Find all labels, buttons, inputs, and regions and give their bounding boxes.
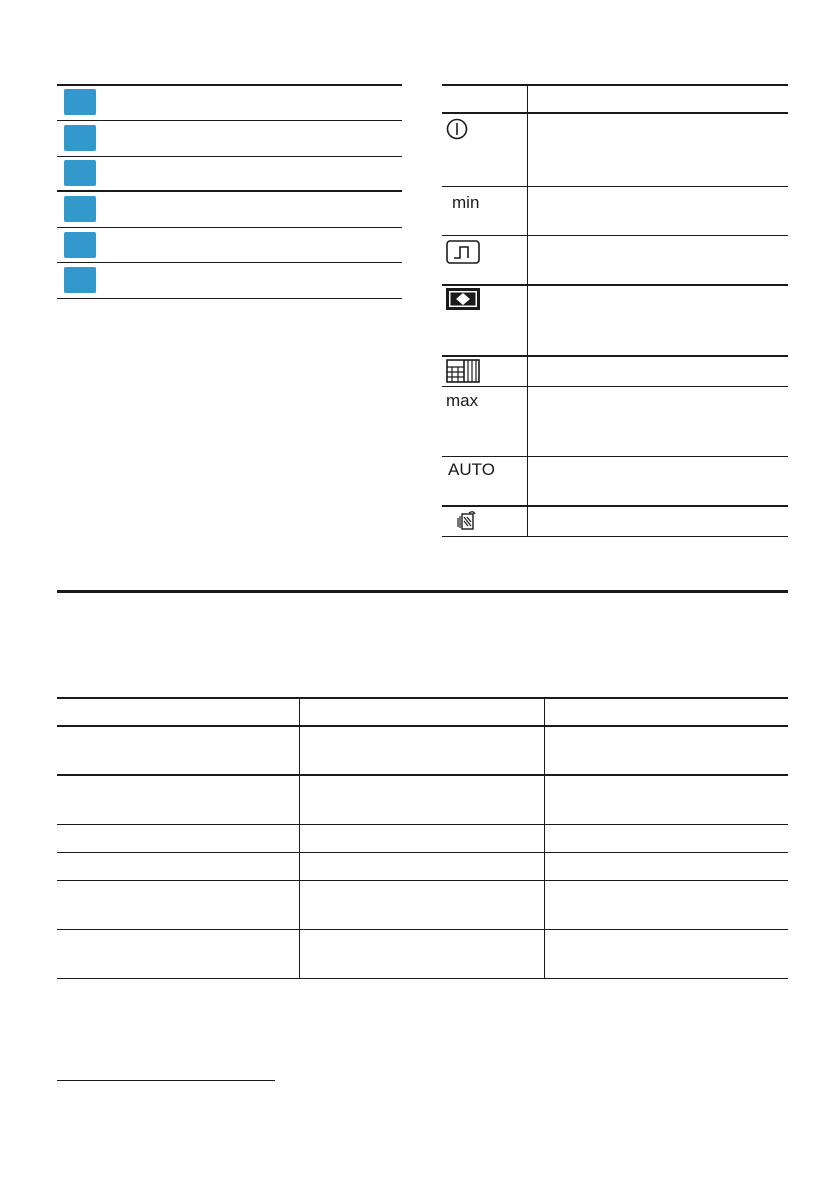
- key-row-divider: [57, 156, 402, 157]
- symbol-row-divider: [442, 456, 788, 457]
- key-row-divider: [57, 190, 402, 192]
- key-swatch-4: [64, 196, 96, 222]
- grid-panel-icon: [446, 359, 480, 383]
- symbol-table-header-bottom: [442, 112, 788, 114]
- min-label: min: [452, 193, 480, 212]
- symbol-row-divider: [442, 284, 788, 286]
- settings-row-divider: [57, 929, 788, 930]
- power-icon: [446, 118, 468, 140]
- symbol-row-divider: [442, 386, 788, 387]
- key-swatch-2: [64, 125, 96, 151]
- section-divider: [57, 590, 788, 593]
- key-swatch-1: [64, 89, 96, 115]
- auto-label: AUTO: [448, 460, 495, 479]
- key-table-top-rule: [57, 84, 402, 86]
- symbol-column-divider: [527, 84, 528, 537]
- symbol-row-divider: [442, 186, 788, 187]
- settings-row-divider: [57, 774, 788, 776]
- key-swatch-3: [64, 160, 96, 186]
- step-icon: [446, 240, 480, 264]
- symbol-row-divider: [442, 355, 788, 357]
- settings-column-divider: [299, 697, 300, 978]
- key-row-divider: [57, 227, 402, 228]
- key-table-bottom-rule: [57, 298, 402, 299]
- settings-table-bottom-rule: [57, 978, 788, 979]
- cleaning-icon: [456, 509, 478, 531]
- diamond-panel-icon: [446, 288, 480, 310]
- footnote-rule: [57, 1080, 275, 1081]
- symbol-table-bottom-rule: [442, 536, 788, 537]
- key-row-divider: [57, 120, 402, 121]
- symbol-row-divider: [442, 505, 788, 507]
- key-swatch-5: [64, 232, 96, 258]
- settings-table-header-bottom: [57, 725, 788, 727]
- key-row-divider: [57, 262, 402, 263]
- symbol-row-divider: [442, 235, 788, 236]
- settings-row-divider: [57, 824, 788, 825]
- settings-column-divider: [544, 697, 545, 978]
- key-swatch-6: [64, 267, 96, 293]
- settings-table-top-rule: [57, 697, 788, 699]
- settings-row-divider: [57, 880, 788, 881]
- symbol-table-header-rule: [442, 84, 788, 86]
- settings-row-divider: [57, 852, 788, 853]
- max-label: max: [446, 391, 479, 410]
